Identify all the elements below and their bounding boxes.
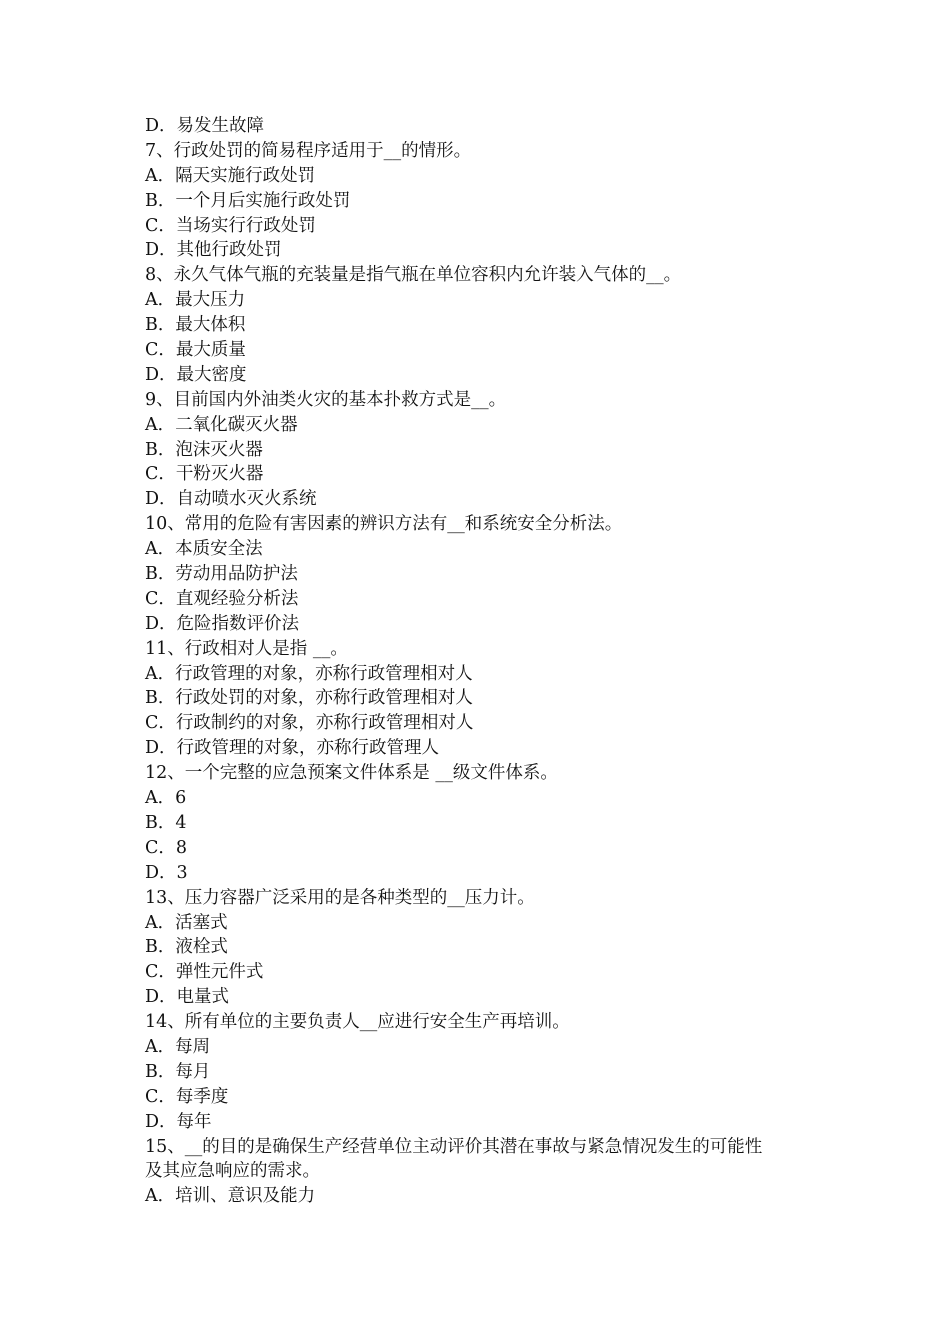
question-7: 7、行政处罚的简易程序适用于__的情形。 xyxy=(145,140,472,161)
option-b-q10: B．劳动用品防护法 xyxy=(145,564,298,585)
question-15-continued: 及其应急响应的需求。 xyxy=(145,1161,320,1182)
option-b-q12: B．4 xyxy=(145,812,187,833)
question-15: 15、__的目的是确保生产经营单位主动评价其潜在事故与紧急情况发生的可能性 xyxy=(145,1136,763,1157)
question-14: 14、所有单位的主要负责人__应进行安全生产再培训。 xyxy=(145,1012,570,1033)
option-d-q8: D．最大密度 xyxy=(145,364,247,385)
option-d-q13: D．电量式 xyxy=(145,987,230,1008)
option-c-q7: C．当场实行行政处罚 xyxy=(145,215,316,236)
option-c-q9: C．干粉灭火器 xyxy=(145,464,264,485)
option-a-q15: A．培训、意识及能力 xyxy=(145,1186,316,1207)
option-d-q14: D．每年 xyxy=(145,1111,212,1132)
option-b-q14: B．每月 xyxy=(145,1061,211,1082)
option-d-q10: D．危险指数评价法 xyxy=(145,613,300,634)
option-c-q8: C．最大质量 xyxy=(145,340,246,361)
option-c-q13: C．弹性元件式 xyxy=(145,962,264,983)
option-d-q9: D．自动喷水灭火系统 xyxy=(145,489,317,510)
option-a-q9: A．二氧化碳灭火器 xyxy=(145,414,298,435)
option-d-q6: D．易发生故障 xyxy=(145,116,265,136)
option-b-q13: B．液栓式 xyxy=(145,937,228,958)
option-c-q12: C．8 xyxy=(145,837,188,858)
option-a-q14: A．每周 xyxy=(145,1036,211,1057)
option-b-q7: B．一个月后实施行政处罚 xyxy=(145,190,351,211)
option-c-q10: C．直观经验分析法 xyxy=(145,588,299,609)
option-a-q11: A．行政管理的对象，亦称行政管理相对人 xyxy=(145,663,473,684)
option-a-q8: A．最大压力 xyxy=(145,290,246,311)
option-d-q7: D．其他行政处罚 xyxy=(145,240,282,261)
option-a-q7: A．隔天实施行政处罚 xyxy=(145,165,316,186)
option-b-q9: B．泡沫灭火器 xyxy=(145,439,263,460)
question-10: 10、常用的危险有害因素的辨识方法有__和系统安全分析法。 xyxy=(145,514,623,535)
option-a-q10: A．本质安全法 xyxy=(145,539,263,560)
document-body xyxy=(145,114,845,1209)
question-9: 9、目前国内外油类火灾的基本扑救方式是__。 xyxy=(145,389,507,410)
option-c-q14: C．每季度 xyxy=(145,1086,229,1107)
question-11: 11、行政相对人是指 __。 xyxy=(145,638,348,659)
option-d-q11: D．行政管理的对象，亦称行政管理人 xyxy=(145,738,440,759)
option-a-q12: A．6 xyxy=(145,788,187,809)
option-d-q12: D．3 xyxy=(145,862,188,883)
option-b-q11: B．行政处罚的对象，亦称行政管理相对人 xyxy=(145,688,473,709)
option-b-q8: B．最大体积 xyxy=(145,315,246,336)
question-12: 12、一个完整的应急预案文件体系是 __级文件体系。 xyxy=(145,763,558,784)
question-8: 8、永久气体气瓶的充装量是指气瓶在单位容积内允许装入气体的__。 xyxy=(145,265,682,286)
option-c-q11: C．行政制约的对象，亦称行政管理相对人 xyxy=(145,713,474,734)
question-13: 13、压力容器广泛采用的是各种类型的__压力计。 xyxy=(145,887,535,908)
option-a-q13: A．活塞式 xyxy=(145,912,228,933)
